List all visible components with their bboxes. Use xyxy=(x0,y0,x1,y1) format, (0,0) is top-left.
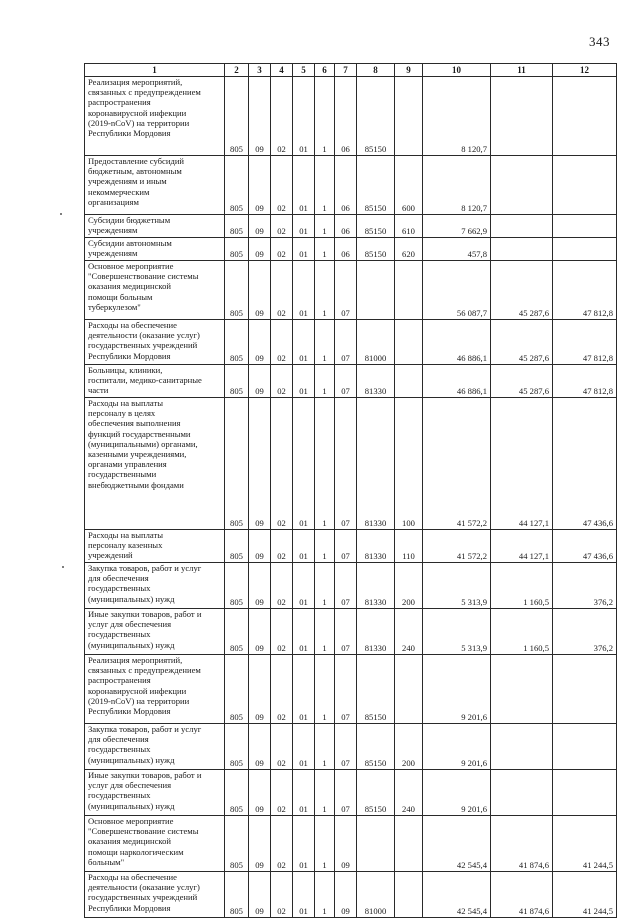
table-row xyxy=(85,215,617,238)
row-name: Закупка товаров, работ и услуг для обеспечения государственных (муниципальных) нужд xyxy=(85,563,225,609)
code-cell: 02 xyxy=(271,398,293,530)
budget-table xyxy=(84,63,617,918)
code-cell: 01 xyxy=(293,872,315,918)
table-row xyxy=(85,530,617,563)
amount-cell: 42 545,4 xyxy=(423,872,491,918)
code-cell: 02 xyxy=(271,770,293,816)
scan-speck xyxy=(60,213,62,215)
code-cell: 09 xyxy=(249,261,271,320)
code-cell: 09 xyxy=(249,563,271,609)
table-row xyxy=(85,156,617,215)
header-cell: 12 xyxy=(553,64,617,77)
code-cell: 1 xyxy=(315,872,335,918)
code-cell: 81330 xyxy=(357,398,395,530)
amount-cell: 42 545,4 xyxy=(423,816,491,872)
code-cell: 600 xyxy=(395,156,423,215)
code-cell: 02 xyxy=(271,238,293,261)
code-cell: 07 xyxy=(335,609,357,655)
row-name: Расходы на выплаты персоналу в целях обеспечения выполнения функций государственными (муниципальными) органами, казенными учреждениями, органами управления государственными внебюджетными фондами xyxy=(85,398,225,530)
code-cell: 01 xyxy=(293,365,315,398)
header-cell: 7 xyxy=(335,64,357,77)
code-cell: 85150 xyxy=(357,724,395,770)
amount-cell: 46 886,1 xyxy=(423,365,491,398)
amount-cell: 1 160,5 xyxy=(491,609,553,655)
code-cell: 09 xyxy=(249,816,271,872)
amount-cell xyxy=(491,77,553,156)
code-cell: 01 xyxy=(293,261,315,320)
table-row xyxy=(85,261,617,320)
code-cell: 110 xyxy=(395,530,423,563)
code-cell: 85150 xyxy=(357,77,395,156)
code-cell: 805 xyxy=(225,530,249,563)
code-cell: 01 xyxy=(293,238,315,261)
amount-cell: 8 120,7 xyxy=(423,156,491,215)
amount-cell: 8 120,7 xyxy=(423,77,491,156)
code-cell: 02 xyxy=(271,655,293,724)
code-cell: 805 xyxy=(225,398,249,530)
code-cell: 81000 xyxy=(357,320,395,365)
row-name: Основное мероприятие "Совершенствование системы оказания медицинской помощи больным туберкулезом" xyxy=(85,261,225,320)
code-cell: 805 xyxy=(225,609,249,655)
code-cell: 02 xyxy=(271,77,293,156)
code-cell: 805 xyxy=(225,724,249,770)
header-cell: 6 xyxy=(315,64,335,77)
code-cell: 1 xyxy=(315,238,335,261)
header-cell: 3 xyxy=(249,64,271,77)
row-name: Субсидии автономным учреждениям xyxy=(85,238,225,261)
amount-cell: 47 436,6 xyxy=(553,530,617,563)
table-row xyxy=(85,655,617,724)
code-cell: 1 xyxy=(315,655,335,724)
code-cell: 01 xyxy=(293,215,315,238)
code-cell: 07 xyxy=(335,724,357,770)
code-cell xyxy=(395,261,423,320)
code-cell: 06 xyxy=(335,215,357,238)
amount-cell: 41 572,2 xyxy=(423,398,491,530)
amount-cell xyxy=(491,770,553,816)
code-cell: 02 xyxy=(271,563,293,609)
row-name: Иные закупки товаров, работ и услуг для обеспечения государственных (муниципальных) нужд xyxy=(85,770,225,816)
code-cell: 1 xyxy=(315,530,335,563)
row-name: Расходы на обеспечение деятельности (оказание услуг) государственных учреждений Республики Мордовия xyxy=(85,872,225,918)
row-name: Предоставление субсидий бюджетным, автономным учреждениям и иным некоммерческим организациям xyxy=(85,156,225,215)
header-cell: 5 xyxy=(293,64,315,77)
code-cell xyxy=(395,655,423,724)
code-cell: 200 xyxy=(395,563,423,609)
table-row xyxy=(85,816,617,872)
code-cell: 01 xyxy=(293,609,315,655)
code-cell: 805 xyxy=(225,770,249,816)
code-cell: 805 xyxy=(225,872,249,918)
code-cell: 1 xyxy=(315,770,335,816)
code-cell: 02 xyxy=(271,724,293,770)
code-cell: 1 xyxy=(315,609,335,655)
code-cell: 02 xyxy=(271,156,293,215)
table-row xyxy=(85,77,617,156)
code-cell: 02 xyxy=(271,320,293,365)
code-cell: 06 xyxy=(335,156,357,215)
code-cell: 200 xyxy=(395,724,423,770)
code-cell: 09 xyxy=(249,156,271,215)
code-cell: 610 xyxy=(395,215,423,238)
code-cell xyxy=(395,365,423,398)
amount-cell: 47 812,8 xyxy=(553,365,617,398)
amount-cell: 376,2 xyxy=(553,609,617,655)
row-name: Расходы на выплаты персоналу казенных учреждений xyxy=(85,530,225,563)
amount-cell xyxy=(553,724,617,770)
code-cell: 01 xyxy=(293,816,315,872)
code-cell: 02 xyxy=(271,609,293,655)
code-cell: 07 xyxy=(335,365,357,398)
code-cell: 85150 xyxy=(357,655,395,724)
code-cell: 09 xyxy=(249,398,271,530)
code-cell: 09 xyxy=(249,609,271,655)
code-cell: 01 xyxy=(293,320,315,365)
code-cell: 02 xyxy=(271,530,293,563)
code-cell: 1 xyxy=(315,215,335,238)
code-cell: 81330 xyxy=(357,365,395,398)
amount-cell: 376,2 xyxy=(553,563,617,609)
amount-cell: 45 287,6 xyxy=(491,365,553,398)
code-cell: 240 xyxy=(395,770,423,816)
code-cell: 02 xyxy=(271,261,293,320)
code-cell: 02 xyxy=(271,816,293,872)
table-row xyxy=(85,365,617,398)
code-cell: 805 xyxy=(225,77,249,156)
amount-cell xyxy=(553,215,617,238)
code-cell: 1 xyxy=(315,365,335,398)
code-cell: 1 xyxy=(315,816,335,872)
code-cell: 1 xyxy=(315,156,335,215)
page-number: 343 xyxy=(589,34,610,49)
amount-cell: 45 287,6 xyxy=(491,261,553,320)
code-cell: 81330 xyxy=(357,609,395,655)
amount-cell xyxy=(553,770,617,816)
amount-cell xyxy=(491,215,553,238)
code-cell: 07 xyxy=(335,655,357,724)
code-cell xyxy=(395,816,423,872)
code-cell xyxy=(395,872,423,918)
code-cell: 09 xyxy=(249,215,271,238)
row-name: Иные закупки товаров, работ и услуг для обеспечения государственных (муниципальных) нужд xyxy=(85,609,225,655)
code-cell: 1 xyxy=(315,261,335,320)
amount-cell: 44 127,1 xyxy=(491,530,553,563)
code-cell: 01 xyxy=(293,156,315,215)
amount-cell: 41 244,5 xyxy=(553,816,617,872)
code-cell: 85150 xyxy=(357,238,395,261)
table-row xyxy=(85,724,617,770)
scan-speck xyxy=(62,566,64,568)
amount-cell: 1 160,5 xyxy=(491,563,553,609)
row-name: Реализация мероприятий, связанных с предупреждением распространения коронавирусной инфекции (2019-nCoV) на территории Республики Мордовия xyxy=(85,77,225,156)
code-cell: 01 xyxy=(293,770,315,816)
amount-cell: 5 313,9 xyxy=(423,563,491,609)
header-cell: 8 xyxy=(357,64,395,77)
amount-cell: 45 287,6 xyxy=(491,320,553,365)
code-cell: 620 xyxy=(395,238,423,261)
code-cell: 805 xyxy=(225,816,249,872)
amount-cell xyxy=(553,156,617,215)
amount-cell: 9 201,6 xyxy=(423,724,491,770)
code-cell: 805 xyxy=(225,563,249,609)
code-cell: 240 xyxy=(395,609,423,655)
amount-cell: 9 201,6 xyxy=(423,770,491,816)
code-cell: 01 xyxy=(293,77,315,156)
header-row xyxy=(85,64,617,77)
code-cell: 09 xyxy=(335,872,357,918)
amount-cell xyxy=(491,655,553,724)
amount-cell: 5 313,9 xyxy=(423,609,491,655)
code-cell: 100 xyxy=(395,398,423,530)
table-row xyxy=(85,238,617,261)
code-cell: 81000 xyxy=(357,872,395,918)
code-cell: 09 xyxy=(249,724,271,770)
table-row xyxy=(85,872,617,918)
row-name: Субсидии бюджетным учреждениям xyxy=(85,215,225,238)
code-cell: 09 xyxy=(249,770,271,816)
code-cell: 01 xyxy=(293,655,315,724)
header-cell: 10 xyxy=(423,64,491,77)
amount-cell: 9 201,6 xyxy=(423,655,491,724)
code-cell: 805 xyxy=(225,215,249,238)
row-name: Закупка товаров, работ и услуг для обеспечения государственных (муниципальных) нужд xyxy=(85,724,225,770)
code-cell: 06 xyxy=(335,238,357,261)
code-cell: 02 xyxy=(271,872,293,918)
code-cell: 81330 xyxy=(357,530,395,563)
table-row xyxy=(85,563,617,609)
table-row xyxy=(85,398,617,530)
amount-cell: 41 874,6 xyxy=(491,872,553,918)
code-cell xyxy=(395,320,423,365)
code-cell: 09 xyxy=(249,872,271,918)
row-name: Основное мероприятие "Совершенствование системы оказания медицинской помощи наркологическим больным" xyxy=(85,816,225,872)
code-cell xyxy=(357,816,395,872)
code-cell: 805 xyxy=(225,238,249,261)
code-cell: 01 xyxy=(293,724,315,770)
amount-cell xyxy=(491,238,553,261)
amount-cell xyxy=(553,238,617,261)
code-cell: 09 xyxy=(249,238,271,261)
code-cell: 81330 xyxy=(357,563,395,609)
code-cell: 07 xyxy=(335,261,357,320)
code-cell: 01 xyxy=(293,563,315,609)
code-cell: 07 xyxy=(335,320,357,365)
code-cell: 1 xyxy=(315,563,335,609)
code-cell: 07 xyxy=(335,530,357,563)
code-cell: 1 xyxy=(315,724,335,770)
code-cell: 02 xyxy=(271,365,293,398)
code-cell: 09 xyxy=(249,365,271,398)
code-cell: 01 xyxy=(293,398,315,530)
amount-cell: 47 812,8 xyxy=(553,320,617,365)
amount-cell xyxy=(553,77,617,156)
table-row xyxy=(85,770,617,816)
amount-cell xyxy=(553,655,617,724)
amount-cell: 41 572,2 xyxy=(423,530,491,563)
amount-cell: 56 087,7 xyxy=(423,261,491,320)
table-row xyxy=(85,609,617,655)
table-body xyxy=(85,77,617,918)
code-cell: 09 xyxy=(249,320,271,365)
amount-cell: 7 662,9 xyxy=(423,215,491,238)
code-cell: 09 xyxy=(249,655,271,724)
amount-cell: 41 874,6 xyxy=(491,816,553,872)
amount-cell: 457,8 xyxy=(423,238,491,261)
code-cell: 805 xyxy=(225,156,249,215)
header-cell: 9 xyxy=(395,64,423,77)
amount-cell xyxy=(491,724,553,770)
code-cell: 805 xyxy=(225,320,249,365)
amount-cell: 41 244,5 xyxy=(553,872,617,918)
amount-cell: 44 127,1 xyxy=(491,398,553,530)
code-cell xyxy=(395,77,423,156)
code-cell: 02 xyxy=(271,215,293,238)
table-row xyxy=(85,320,617,365)
code-cell: 09 xyxy=(249,530,271,563)
code-cell: 07 xyxy=(335,398,357,530)
row-name: Больницы, клиники, госпитали, медико-санитарные части xyxy=(85,365,225,398)
code-cell: 805 xyxy=(225,261,249,320)
code-cell: 1 xyxy=(315,77,335,156)
code-cell: 01 xyxy=(293,530,315,563)
code-cell: 07 xyxy=(335,770,357,816)
row-name: Реализация мероприятий, связанных с предупреждением распространения коронавирусной инфекции (2019-nCoV) на территории Республики Мордовия xyxy=(85,655,225,724)
code-cell: 1 xyxy=(315,320,335,365)
header-cell: 11 xyxy=(491,64,553,77)
amount-cell xyxy=(491,156,553,215)
header-cell: 4 xyxy=(271,64,293,77)
code-cell: 805 xyxy=(225,655,249,724)
header-cell: 2 xyxy=(225,64,249,77)
code-cell: 85150 xyxy=(357,770,395,816)
code-cell: 07 xyxy=(335,563,357,609)
code-cell: 06 xyxy=(335,77,357,156)
amount-cell: 47 436,6 xyxy=(553,398,617,530)
code-cell: 09 xyxy=(249,77,271,156)
code-cell: 09 xyxy=(335,816,357,872)
code-cell: 85150 xyxy=(357,156,395,215)
row-name: Расходы на обеспечение деятельности (оказание услуг) государственных учреждений Республики Мордовия xyxy=(85,320,225,365)
amount-cell: 47 812,8 xyxy=(553,261,617,320)
header-cell: 1 xyxy=(85,64,225,77)
amount-cell: 46 886,1 xyxy=(423,320,491,365)
code-cell: 85150 xyxy=(357,215,395,238)
code-cell: 805 xyxy=(225,365,249,398)
code-cell xyxy=(357,261,395,320)
code-cell: 1 xyxy=(315,398,335,530)
